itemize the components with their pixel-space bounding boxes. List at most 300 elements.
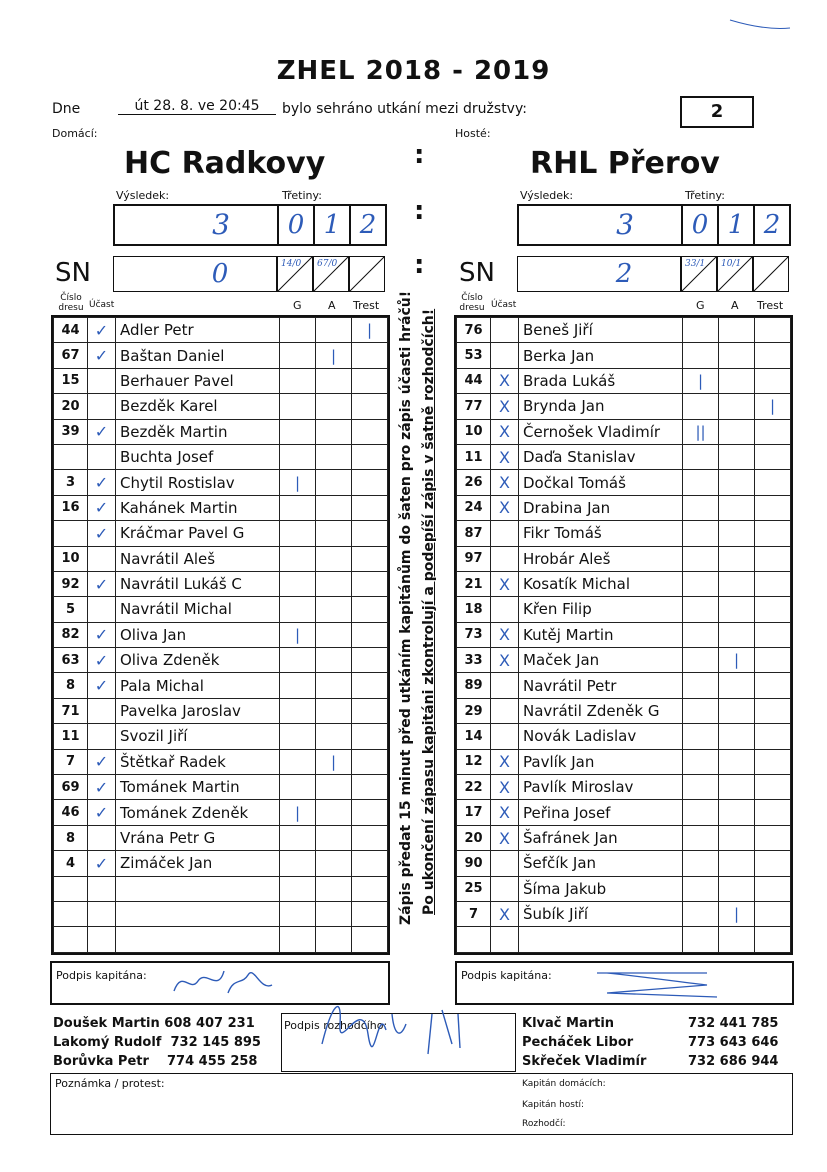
home-captain-signature (168, 963, 288, 1001)
guest-player-goals (683, 749, 719, 774)
guest-player-jersey-number: 25 (457, 876, 491, 901)
contact-left-3: Borůvka Petr 774 455 258 (53, 1054, 258, 1069)
home-player-player-name: Bezděk Martin (116, 419, 280, 444)
guest-player-attendance-mark: X (491, 775, 519, 800)
home-player-goals (280, 368, 316, 393)
home-team-name: HC Radkovy (124, 146, 326, 181)
home-player-jersey-number (54, 521, 88, 546)
home-player-row (54, 876, 388, 901)
home-player-assists (316, 851, 352, 876)
contact-right-2-phone: 773 643 646 (688, 1035, 779, 1050)
guest-player-jersey-number: 17 (457, 800, 491, 825)
guest-player-assists (719, 876, 755, 901)
guest-player-attendance-mark (491, 851, 519, 876)
guest-player-jersey-number: 7 (457, 901, 491, 926)
guest-player-jersey-number: 77 (457, 394, 491, 419)
home-player-attendance-mark: ✓ (88, 521, 116, 546)
home-col-attendance: Účast (89, 300, 115, 310)
guest-player-player-name: Berka Jan (519, 343, 683, 368)
guest-player-row (457, 901, 791, 926)
home-player-goals: | (280, 470, 316, 495)
home-player-penalty (352, 622, 388, 647)
guest-player-assists (719, 318, 755, 343)
guest-player-attendance-mark (491, 673, 519, 698)
contacts-left (53, 1014, 261, 1071)
guest-player-penalty (755, 318, 791, 343)
guest-player-goals (683, 851, 719, 876)
guest-player-goals (683, 546, 719, 571)
home-player-row (54, 775, 388, 800)
home-player-jersey-number: 69 (54, 775, 88, 800)
home-player-player-name: Baštan Daniel (116, 343, 280, 368)
guest-player-penalty (755, 673, 791, 698)
home-player-row (54, 343, 388, 368)
guest-player-row (457, 775, 791, 800)
guest-player-attendance-mark: X (491, 571, 519, 596)
guest-player-jersey-number: 90 (457, 851, 491, 876)
home-player-penalty (352, 571, 388, 596)
home-player-player-name: Oliva Jan (116, 622, 280, 647)
guest-player-goals (683, 318, 719, 343)
home-player-attendance-mark (88, 546, 116, 571)
home-player-penalty (352, 698, 388, 723)
guest-player-goals (683, 444, 719, 469)
guest-player-player-name: Dočkal Tomáš (519, 470, 683, 495)
home-col-goals: G (293, 299, 302, 312)
home-player-row (54, 597, 388, 622)
guest-player-goals (683, 571, 719, 596)
home-player-attendance-mark (88, 927, 116, 952)
home-player-goals (280, 343, 316, 368)
home-player-attendance-mark: ✓ (88, 648, 116, 673)
guest-player-jersey-number: 10 (457, 419, 491, 444)
guest-player-row (457, 724, 791, 749)
guest-player-goals (683, 470, 719, 495)
home-player-row (54, 571, 388, 596)
home-player-goals (280, 597, 316, 622)
home-player-jersey-number: 67 (54, 343, 88, 368)
home-player-assists (316, 470, 352, 495)
home-player-player-name: Tománek Martin (116, 775, 280, 800)
home-player-penalty (352, 546, 388, 571)
guest-player-jersey-number: 14 (457, 724, 491, 749)
home-player-player-name: Navrátil Lukáš C (116, 571, 280, 596)
guest-player-row (457, 318, 791, 343)
guest-player-assists (719, 825, 755, 850)
home-player-assists: | (316, 343, 352, 368)
guest-player-jersey-number: 76 (457, 318, 491, 343)
guest-player-assists (719, 571, 755, 596)
home-player-assists (316, 800, 352, 825)
sn-separator: : (414, 250, 425, 280)
guest-player-row (457, 444, 791, 469)
guest-player-goals (683, 394, 719, 419)
guest-player-assists (719, 546, 755, 571)
home-player-player-name: Navrátil Michal (116, 597, 280, 622)
notes-home-captain: Kapitán domácích: (522, 1079, 606, 1089)
result-separator: : (414, 196, 425, 226)
home-player-jersey-number: 15 (54, 368, 88, 393)
guest-player-jersey-number: 53 (457, 343, 491, 368)
home-roster-frame (51, 315, 390, 955)
home-player-penalty (352, 851, 388, 876)
home-player-attendance-mark: ✓ (88, 318, 116, 343)
home-player-penalty (352, 394, 388, 419)
home-player-row (54, 394, 388, 419)
home-player-jersey-number (54, 876, 88, 901)
guest-player-row (457, 343, 791, 368)
guest-score-box (517, 204, 683, 246)
home-player-goals (280, 571, 316, 596)
guest-player-penalty (755, 571, 791, 596)
notes-label: Poznámka / protest: (55, 1077, 165, 1090)
home-sn-mark-3 (349, 256, 385, 292)
home-player-row (54, 901, 388, 926)
guest-player-player-name (519, 927, 683, 952)
guest-player-jersey-number: 20 (457, 825, 491, 850)
guest-player-goals (683, 901, 719, 926)
guest-player-row (457, 495, 791, 520)
home-player-assists (316, 368, 352, 393)
home-player-player-name: Pala Michal (116, 673, 280, 698)
home-player-assists (316, 394, 352, 419)
guest-player-assists (719, 470, 755, 495)
guest-player-player-name: Brada Lukáš (519, 368, 683, 393)
guest-player-goals: || (683, 419, 719, 444)
home-player-player-name: Vrána Petr G (116, 825, 280, 850)
guest-col-goals: G (696, 299, 705, 312)
home-player-attendance-mark (88, 597, 116, 622)
home-player-row (54, 495, 388, 520)
guest-player-attendance-mark: X (491, 901, 519, 926)
home-player-penalty (352, 901, 388, 926)
guest-player-player-name: Křen Filip (519, 597, 683, 622)
contact-left-2: Lakomý Rudolf 732 145 895 (53, 1035, 261, 1050)
home-player-penalty (352, 876, 388, 901)
guest-player-goals (683, 622, 719, 647)
guest-player-row (457, 368, 791, 393)
guest-player-player-name: Černošek Vladimír (519, 419, 683, 444)
home-player-row (54, 724, 388, 749)
home-player-jersey-number: 16 (54, 495, 88, 520)
home-player-row (54, 825, 388, 850)
guest-player-jersey-number: 11 (457, 444, 491, 469)
home-player-row (54, 622, 388, 647)
home-player-goals (280, 724, 316, 749)
guest-player-row (457, 622, 791, 647)
guest-player-player-name: Šubík Jiří (519, 901, 683, 926)
home-score: 3 (212, 208, 230, 241)
contacts-right-names (522, 1014, 646, 1071)
guest-player-assists (719, 749, 755, 774)
home-player-goals (280, 901, 316, 926)
home-col-assists: A (328, 299, 336, 312)
guest-player-penalty (755, 343, 791, 368)
guest-player-goals (683, 673, 719, 698)
home-player-row (54, 851, 388, 876)
home-player-assists (316, 775, 352, 800)
guest-player-row (457, 546, 791, 571)
home-player-row (54, 521, 388, 546)
guest-player-goals (683, 648, 719, 673)
guest-player-row (457, 648, 791, 673)
home-player-assists (316, 419, 352, 444)
guest-col-attendance: Účast (491, 300, 517, 310)
home-player-row (54, 318, 388, 343)
home-player-player-name (116, 927, 280, 952)
home-roster-table (53, 317, 388, 953)
home-player-player-name (116, 876, 280, 901)
home-player-assists: | (316, 749, 352, 774)
home-player-player-name: Oliva Zdeněk (116, 648, 280, 673)
guest-player-attendance-mark (491, 318, 519, 343)
home-player-assists (316, 571, 352, 596)
guest-player-player-name: Šafránek Jan (519, 825, 683, 850)
home-player-jersey-number: 4 (54, 851, 88, 876)
home-player-goals (280, 851, 316, 876)
home-period-3: 2 (349, 204, 387, 246)
home-player-assists (316, 521, 352, 546)
guest-col-jersey: Číslo dresu (459, 293, 485, 313)
home-player-attendance-mark (88, 394, 116, 419)
guest-player-assists (719, 394, 755, 419)
guest-player-attendance-mark: X (491, 470, 519, 495)
home-player-penalty (352, 749, 388, 774)
guest-player-penalty (755, 901, 791, 926)
guest-col-assists: A (731, 299, 739, 312)
home-sn-box (113, 256, 277, 292)
guest-roster-table (456, 317, 791, 953)
guest-col-penalty: Trest (757, 299, 784, 312)
home-player-penalty (352, 597, 388, 622)
home-player-row (54, 800, 388, 825)
guest-player-player-name: Šíma Jakub (519, 876, 683, 901)
guest-player-penalty (755, 749, 791, 774)
home-player-attendance-mark: ✓ (88, 495, 116, 520)
guest-player-attendance-mark: X (491, 648, 519, 673)
guest-player-penalty (755, 495, 791, 520)
home-player-jersey-number: 8 (54, 673, 88, 698)
home-player-row (54, 673, 388, 698)
guest-player-jersey-number: 18 (457, 597, 491, 622)
guest-player-assists (719, 597, 755, 622)
guest-player-penalty (755, 927, 791, 952)
guest-periods-label: Třetiny: (685, 189, 725, 202)
guest-player-attendance-mark (491, 546, 519, 571)
home-player-jersey-number: 46 (54, 800, 88, 825)
home-player-row (54, 419, 388, 444)
guest-player-assists (719, 419, 755, 444)
guest-player-assists: | (719, 901, 755, 926)
guest-player-jersey-number: 33 (457, 648, 491, 673)
contact-right-3-name: Skřeček Vladimír (522, 1054, 647, 1069)
guest-player-jersey-number: 22 (457, 775, 491, 800)
guest-player-player-name: Kutěj Martin (519, 622, 683, 647)
home-sn-mark-2: 67/0 (313, 256, 349, 292)
home-sn-value: 0 (211, 259, 229, 289)
guest-player-player-name: Pavlík Miroslav (519, 775, 683, 800)
home-player-attendance-mark (88, 901, 116, 926)
home-player-assists (316, 876, 352, 901)
guest-player-jersey-number: 87 (457, 521, 491, 546)
home-player-penalty (352, 521, 388, 546)
guest-player-penalty (755, 521, 791, 546)
home-player-row (54, 698, 388, 723)
guest-player-goals (683, 724, 719, 749)
guest-player-jersey-number: 26 (457, 470, 491, 495)
guest-player-assists (719, 927, 755, 952)
guest-player-jersey-number: 44 (457, 368, 491, 393)
home-player-attendance-mark: ✓ (88, 800, 116, 825)
guest-period-2: 1 (717, 204, 755, 246)
home-player-attendance-mark: ✓ (88, 571, 116, 596)
home-player-player-name: Buchta Josef (116, 444, 280, 469)
home-player-goals (280, 775, 316, 800)
guest-player-player-name: Brynda Jan (519, 394, 683, 419)
guest-player-jersey-number: 89 (457, 673, 491, 698)
guest-player-goals (683, 800, 719, 825)
home-player-jersey-number: 20 (54, 394, 88, 419)
home-player-player-name: Štětkař Radek (116, 749, 280, 774)
guest-player-goals (683, 698, 719, 723)
home-player-jersey-number: 11 (54, 724, 88, 749)
guest-player-attendance-mark (491, 876, 519, 901)
guest-player-assists (719, 800, 755, 825)
guest-player-penalty (755, 368, 791, 393)
guest-player-player-name: Peřina Josef (519, 800, 683, 825)
home-player-attendance-mark: ✓ (88, 851, 116, 876)
guest-player-row (457, 825, 791, 850)
guest-player-row (457, 800, 791, 825)
guest-player-attendance-mark (491, 927, 519, 952)
guest-player-assists (719, 851, 755, 876)
guest-label: Hosté: (455, 127, 491, 140)
home-player-attendance-mark: ✓ (88, 749, 116, 774)
guest-player-jersey-number: 29 (457, 698, 491, 723)
home-player-assists (316, 724, 352, 749)
home-captain-label: Podpis kapitána: (56, 969, 147, 982)
home-player-player-name: Adler Petr (116, 318, 280, 343)
guest-player-attendance-mark: X (491, 419, 519, 444)
home-player-assists (316, 318, 352, 343)
guest-player-row (457, 876, 791, 901)
guest-sn-value: 2 (615, 259, 633, 289)
home-player-row (54, 648, 388, 673)
home-player-assists (316, 901, 352, 926)
home-player-player-name: Pavelka Jaroslav (116, 698, 280, 723)
guest-player-assists: | (719, 648, 755, 673)
home-player-attendance-mark: ✓ (88, 775, 116, 800)
home-player-jersey-number: 7 (54, 749, 88, 774)
guest-player-assists (719, 673, 755, 698)
home-player-jersey-number (54, 444, 88, 469)
guest-player-penalty (755, 825, 791, 850)
contact-right-2-name: Pecháček Libor (522, 1035, 634, 1050)
home-player-assists (316, 597, 352, 622)
guest-player-jersey-number (457, 927, 491, 952)
guest-player-player-name: Navrátil Petr (519, 673, 683, 698)
home-player-goals (280, 648, 316, 673)
guest-player-goals (683, 927, 719, 952)
guest-player-attendance-mark: X (491, 622, 519, 647)
guest-player-attendance-mark (491, 698, 519, 723)
guest-player-player-name: Drabina Jan (519, 495, 683, 520)
home-player-goals (280, 546, 316, 571)
guest-player-player-name: Novák Ladislav (519, 724, 683, 749)
guest-player-row (457, 597, 791, 622)
home-player-goals (280, 521, 316, 546)
guest-player-attendance-mark: X (491, 444, 519, 469)
team-separator: : (414, 140, 425, 170)
notes-referee: Rozhodčí: (522, 1119, 566, 1129)
home-label: Domácí: (52, 127, 98, 140)
guest-player-assists (719, 622, 755, 647)
vertical-note-2: Po ukončení zápasu kapitáni zkontrolují a podepíší zápis v šatně rozhodčích! (421, 308, 437, 915)
guest-result-label: Výsledek: (520, 189, 574, 202)
contact-right-1-phone: 732 441 785 (688, 1016, 779, 1031)
guest-player-goals (683, 876, 719, 901)
home-player-attendance-mark (88, 368, 116, 393)
guest-player-jersey-number: 12 (457, 749, 491, 774)
guest-player-goals (683, 495, 719, 520)
guest-player-assists (719, 444, 755, 469)
guest-player-player-name: Beneš Jiří (519, 318, 683, 343)
home-col-penalty: Trest (353, 299, 380, 312)
guest-player-penalty (755, 724, 791, 749)
guest-player-assists (719, 495, 755, 520)
home-periods-label: Třetiny: (282, 189, 322, 202)
guest-sn-label: SN (459, 258, 495, 288)
home-player-penalty: | (352, 318, 388, 343)
home-player-attendance-mark: ✓ (88, 419, 116, 444)
guest-player-penalty (755, 419, 791, 444)
guest-player-goals (683, 521, 719, 546)
home-player-attendance-mark (88, 825, 116, 850)
guest-player-penalty (755, 546, 791, 571)
page-title: ZHEL 2018 - 2019 (276, 56, 551, 86)
home-player-penalty (352, 368, 388, 393)
home-player-penalty (352, 825, 388, 850)
home-player-penalty (352, 495, 388, 520)
home-player-assists (316, 546, 352, 571)
home-player-assists (316, 495, 352, 520)
home-player-penalty (352, 419, 388, 444)
home-player-player-name: Navrátil Aleš (116, 546, 280, 571)
notes-guest-captain: Kapitán hostí: (522, 1100, 585, 1110)
guest-player-assists (719, 343, 755, 368)
guest-player-penalty (755, 470, 791, 495)
home-player-row (54, 927, 388, 952)
guest-player-penalty (755, 698, 791, 723)
guest-period-1: 0 (681, 204, 719, 246)
guest-player-attendance-mark: X (491, 394, 519, 419)
guest-player-penalty: | (755, 394, 791, 419)
home-player-jersey-number: 44 (54, 318, 88, 343)
home-player-goals (280, 698, 316, 723)
home-player-penalty (352, 343, 388, 368)
home-player-penalty (352, 470, 388, 495)
guest-player-jersey-number: 73 (457, 622, 491, 647)
guest-player-attendance-mark: X (491, 825, 519, 850)
home-player-assists (316, 698, 352, 723)
guest-player-jersey-number: 97 (457, 546, 491, 571)
home-player-goals (280, 673, 316, 698)
home-player-player-name: Bezděk Karel (116, 394, 280, 419)
guest-player-goals (683, 825, 719, 850)
guest-player-row (457, 470, 791, 495)
guest-player-penalty (755, 775, 791, 800)
guest-player-row (457, 394, 791, 419)
